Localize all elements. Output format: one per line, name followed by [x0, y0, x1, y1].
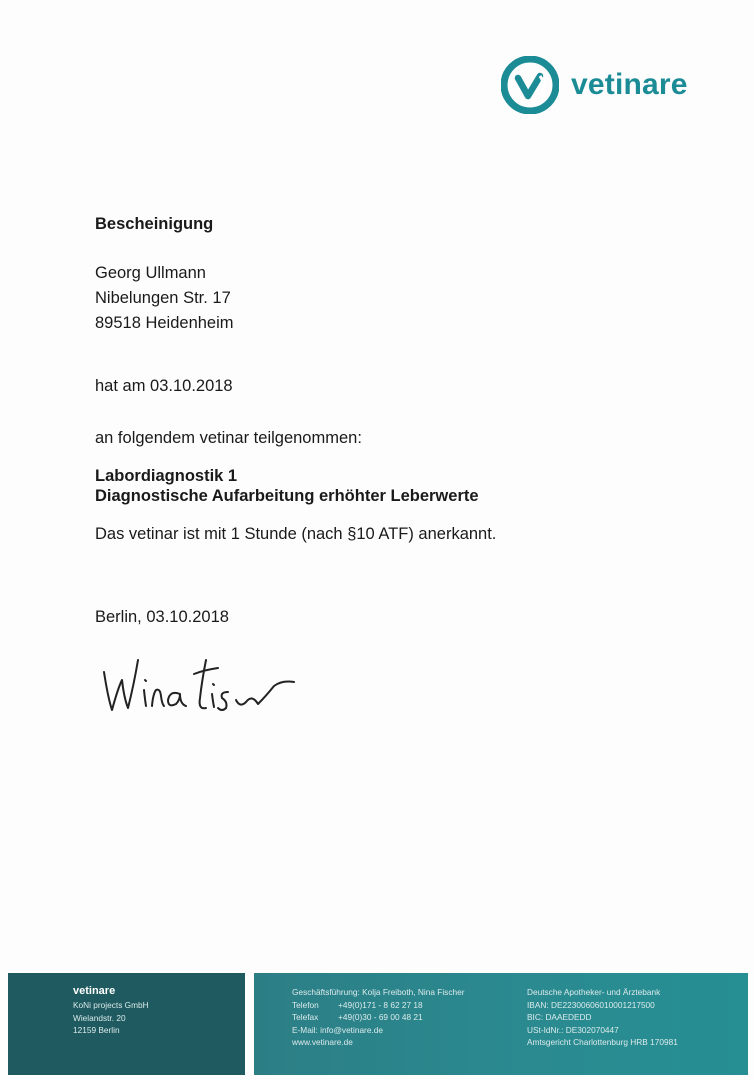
recipient-name: Georg Ullmann	[95, 264, 206, 282]
footer-phone: +49(0)171 - 8 62 27 18	[338, 999, 423, 1010]
recipient-address	[95, 261, 234, 336]
footer-iban: IBAN: DE22300606010001217500	[527, 999, 655, 1010]
footer-website: www.vetinare.de	[292, 1037, 353, 1047]
recognition-statement: Das vetinar ist mit 1 Stunde (nach §10 ATF) anerkannt.	[95, 525, 497, 543]
recipient-city: 89518 Heidenheim	[95, 314, 234, 332]
footer-management: Geschäftsführung: Kolja Freiboth, Nina Fischer	[292, 987, 465, 997]
document-heading: Bescheinigung	[95, 215, 214, 233]
recipient-street: Nibelungen Str. 17	[95, 289, 231, 307]
vetinare-logo-icon	[501, 56, 559, 114]
footer-bic: BIC: DAAEDEDD	[527, 1012, 592, 1022]
footer-ust: USt-IdNr.: DE302070447	[527, 1024, 619, 1035]
course-title: Labordiagnostik 1	[95, 467, 238, 485]
footer-fax-row	[292, 1011, 464, 1024]
participation-date: hat am 03.10.2018	[95, 377, 233, 395]
course-block	[95, 466, 479, 506]
footer-brand: vetinare	[73, 985, 116, 997]
footer-company-name: KoNi projects GmbH	[73, 1000, 149, 1010]
footer-bank-name: Deutsche Apotheker- und Ärztebank	[527, 987, 661, 997]
place-and-date: Berlin, 03.10.2018	[95, 608, 229, 626]
handwritten-signature	[98, 650, 308, 725]
vetinare-logo	[501, 56, 688, 114]
course-subtitle: Diagnostische Aufarbeitung erhöhter Leberwerte	[95, 487, 479, 505]
footer-company-block	[8, 973, 245, 1075]
footer-bank-column	[527, 986, 678, 1049]
footer-fax: +49(0)30 - 69 00 48 21	[338, 1012, 423, 1022]
footer-company-city: 12159 Berlin	[73, 1025, 120, 1035]
footer-email: E-Mail: info@vetinare.de	[292, 1024, 383, 1035]
participation-intro: an folgendem vetinar teilgenommen:	[95, 429, 362, 447]
footer-fax-label: Telefax	[292, 1012, 319, 1022]
footer-court: Amtsgericht Charlottenburg HRB 170981	[527, 1037, 678, 1047]
footer-phone-label: Telefon	[292, 999, 319, 1010]
footer-info-block	[254, 973, 748, 1075]
footer-company-street: Wielandstr. 20	[73, 1012, 126, 1023]
logo-text: vetinare	[571, 68, 688, 101]
footer-phone-row	[292, 999, 464, 1012]
footer-contact-column	[292, 986, 464, 1049]
